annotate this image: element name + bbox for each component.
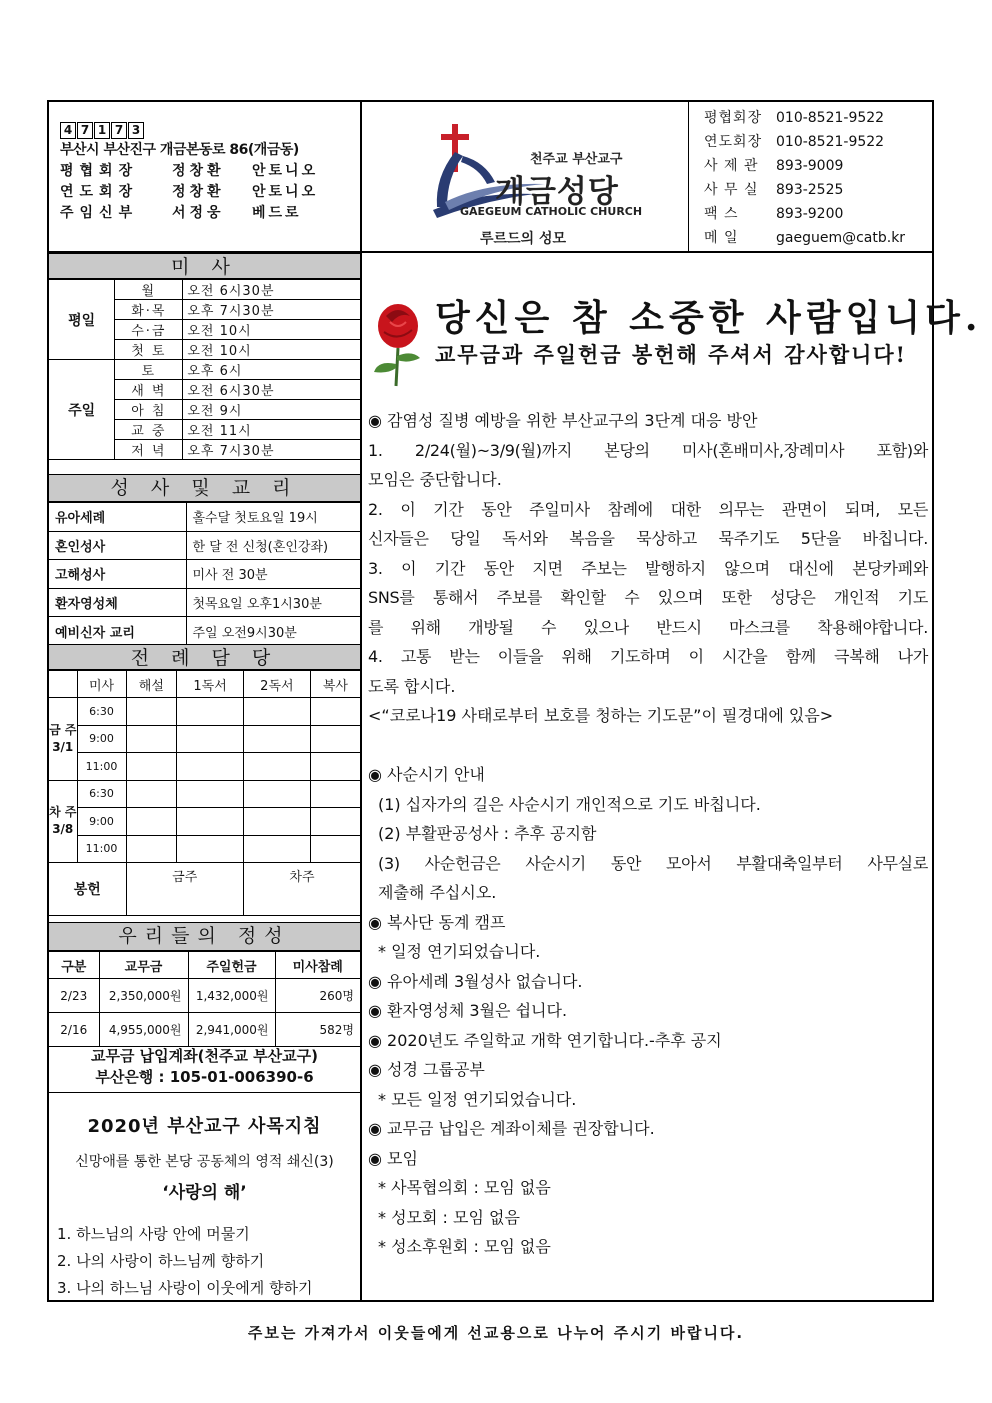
footer-note: 주보는 가져가서 이웃들에게 선교용으로 나누어 주시기 바랍니다. <box>247 1324 745 1342</box>
divider <box>49 1092 360 1093</box>
table-row: 11:00 <box>49 835 360 863</box>
notice-line: ◉ 사순시기 안내 <box>368 765 485 784</box>
table-row: 9:00 <box>49 725 360 753</box>
notice-line: 제출해 주십시오. <box>378 883 497 902</box>
table-row: 미사 해설 1독서 2독서 복사 <box>49 671 360 698</box>
header-address-block <box>60 122 355 224</box>
notice-line: (3) 사순헌금은 사순시기 동안 모아서 부활대축일부터 사무실로 <box>378 853 928 873</box>
contact-list <box>704 106 929 250</box>
notice-line: ◉ 유아세례 3월성사 없습니다. <box>368 971 583 991</box>
table-row: 저 녁 오후 7시30분 <box>49 440 360 460</box>
diocese-name: 천주교 부산교구 <box>530 152 623 167</box>
table-row: 2/16 4,955,000원 2,941,000원 582명 <box>49 1013 360 1047</box>
notice-line: 신자들은 당일 독서와 복음을 묵상하고 묵주기도 5단을 바칩니다. <box>368 529 928 548</box>
postal-digit: 3 <box>128 122 144 139</box>
notice-line: 도록 합시다. <box>368 676 456 696</box>
notice-line: 를 위해 개방될 수 있으나 반드시 마스크를 착용해야합니다. <box>368 617 928 637</box>
notice-line: <“코로나19 사태로부터 보호를 청하는 기도문”이 필경대에 있음> <box>368 706 834 725</box>
notice-line: 3. 이 기간 동안 지면 주보는 발행하지 않으며 대신에 본당카페와 <box>368 558 928 578</box>
table-row: 아 침 오전 9시 <box>49 400 360 420</box>
list-item: 2. 나의 사랑이 하느님께 향하기 <box>57 1252 265 1270</box>
table-row: 새 벽 오전 6시30분 <box>49 380 360 400</box>
headline: 당신은 참 소중한 사람입니다. <box>435 297 983 339</box>
table-row: 환자영성체 첫목요일 오후1시30분 <box>49 588 360 617</box>
notice-line: ◉ 복사단 동계 캠프 <box>368 912 506 932</box>
liturgy-title: 전 례 담 당 <box>49 644 360 670</box>
donations-title: 우리들의 정성 <box>49 922 360 951</box>
staff-row: 연도회장 정창환 안토니오 <box>60 184 319 200</box>
notice-line: ◉ 교무금 납입은 계좌이체를 권장합니다. <box>368 1119 655 1138</box>
mass-title: 미 사 <box>49 253 360 279</box>
staff-row: 평협회장 정창환 안토니오 <box>60 163 319 179</box>
table-row: 평일 월 오전 6시30분 <box>49 280 360 300</box>
table-row: 11:00 <box>49 753 360 781</box>
table-row: 교 중 오전 11시 <box>49 420 360 440</box>
notice-line: ◉ 성경 그룹공부 <box>368 1060 485 1079</box>
liturgy-table <box>49 670 360 916</box>
guideline-list <box>49 1221 360 1302</box>
notice-line: * 사목협의회 : 모임 없음 <box>378 1178 551 1197</box>
notice-line: (2) 부활판공성사 : 추후 공지함 <box>378 824 597 843</box>
sacraments-table <box>49 502 360 646</box>
postal-digit: 4 <box>60 122 76 139</box>
table-row: 첫 토 오전 10시 <box>49 340 360 360</box>
church-logo <box>365 104 688 248</box>
contact-divider <box>688 100 689 252</box>
church-name: 개금성당 <box>495 174 619 210</box>
table-row: 화·목 오후 7시30분 <box>49 300 360 320</box>
church-patron: 루르드의 성모 <box>480 231 567 247</box>
list-item: 3. 나의 하느님 사랑이 이웃에게 향하기 <box>57 1279 313 1297</box>
table-row: 구분 교무금 주일헌금 미사참례 <box>49 952 360 979</box>
notice-line: 1. 2/24(월)~3/9(월)까지 본당의 미사(혼배미사,장례미사 포함)와 <box>368 440 928 460</box>
table-row: 혼인성사 한 달 전 신청(혼인강좌) <box>49 531 360 560</box>
notice-line: * 성소후원회 : 모임 없음 <box>378 1237 551 1256</box>
contact-row: 팩 스 893-9200 <box>704 206 844 222</box>
column-divider <box>360 100 362 1302</box>
account-info: 교무금 납입계좌(천주교 부산교구) 부산은행 : 105-01-006390-6 <box>90 1047 319 1086</box>
notice-line: 2. 이 기간 동안 주일미사 참례에 대한 의무는 관면이 되며, 모든 <box>368 499 928 519</box>
table-row: 고해성사 미사 전 30분 <box>49 560 360 589</box>
notice-line: SNS를 통해서 주보를 확인할 수 있으며 또한 성당은 개인적 기도 <box>368 588 928 607</box>
notice-line: * 성모회 : 모임 없음 <box>378 1207 520 1227</box>
table-row: 봉헌 금주 차주 <box>49 863 360 916</box>
contact-row: 사 제 관 893-9009 <box>704 158 844 174</box>
notice-line: ◉ 2020년도 주일학교 개학 연기합니다.-추후 공지 <box>368 1030 722 1050</box>
notice-line: * 모든 일정 연기되었습니다. <box>378 1089 577 1109</box>
church-english-name: GAEGEUM CATHOLIC CHURCH <box>460 205 643 218</box>
notice-board <box>368 406 928 1262</box>
contact-row: 평협회장 010-8521-9522 <box>704 110 885 126</box>
notice-line: 모임은 중단합니다. <box>368 470 502 489</box>
notice-line: ◉ 감염성 질병 예방을 위한 부산교구의 3단계 대응 방안 <box>368 411 758 430</box>
notice-line: * 일정 연기되었습니다. <box>378 942 541 961</box>
notice-line: ◉ 모임 <box>368 1148 418 1168</box>
postal-code <box>60 122 355 139</box>
contact-row: 사 무 실 893-2525 <box>704 182 844 198</box>
notice-line: (1) 십자가의 길은 사순시기 개인적으로 기도 바칩니다. <box>378 794 761 814</box>
table-row: 유아세례 홀수달 첫토요일 19시 <box>49 503 360 532</box>
table-row: 예비신자 교리 주일 오전9시30분 <box>49 617 360 646</box>
contact-row: 메 일 gaeguem@catb.kr <box>704 230 906 246</box>
mass-schedule-table <box>49 279 360 460</box>
table-row: 2/23 2,350,000원 1,432,000원 260명 <box>49 979 360 1013</box>
donations-table <box>49 951 360 1047</box>
table-row: 수·금 오전 10시 <box>49 320 360 340</box>
table-row: 9:00 <box>49 808 360 836</box>
subheadline: 교무금과 주일헌금 봉헌해 주셔서 감사합니다! <box>435 342 907 367</box>
postal-digit: 1 <box>94 122 110 139</box>
postal-digit: 7 <box>111 122 127 139</box>
list-item: 1. 하느님의 사랑 안에 머물기 <box>57 1225 250 1243</box>
notice-line <box>368 731 928 761</box>
church-address: 부산시 부산진구 개금본동로 86(개금동) <box>60 142 299 158</box>
sacraments-title: 성 사 및 교 리 <box>49 474 360 502</box>
postal-digit: 7 <box>77 122 93 139</box>
notice-line: ◉ 환자영성체 3월은 쉽니다. <box>368 1001 568 1020</box>
pastoral-guidelines: 2020년 부산교구 사목지침 신망애를 통한 본당 공동체의 영적 쇄신(3) ‘사랑의 해’ 1. 하느님의 사랑 안에 머물기 2. 나의 사랑이 하느님께 향하기 3. 나의 하느님 사랑이 이웃에게 향하기 <box>49 1112 360 1302</box>
table-row: 차 주 3/8 6:30 <box>49 780 360 808</box>
table-row: 주일 토 오후 6시 <box>49 360 360 380</box>
notice-line: 4. 고통 받는 이들을 위해 기도하며 이 시간을 함께 극복해 나가 <box>368 647 928 666</box>
contact-row: 연도회장 010-8521-9522 <box>704 134 885 150</box>
rose-icon <box>372 302 424 388</box>
staff-row: 주임신부 서정웅 베드로 <box>60 205 302 221</box>
table-row: 금 주 3/1 6:30 <box>49 698 360 726</box>
